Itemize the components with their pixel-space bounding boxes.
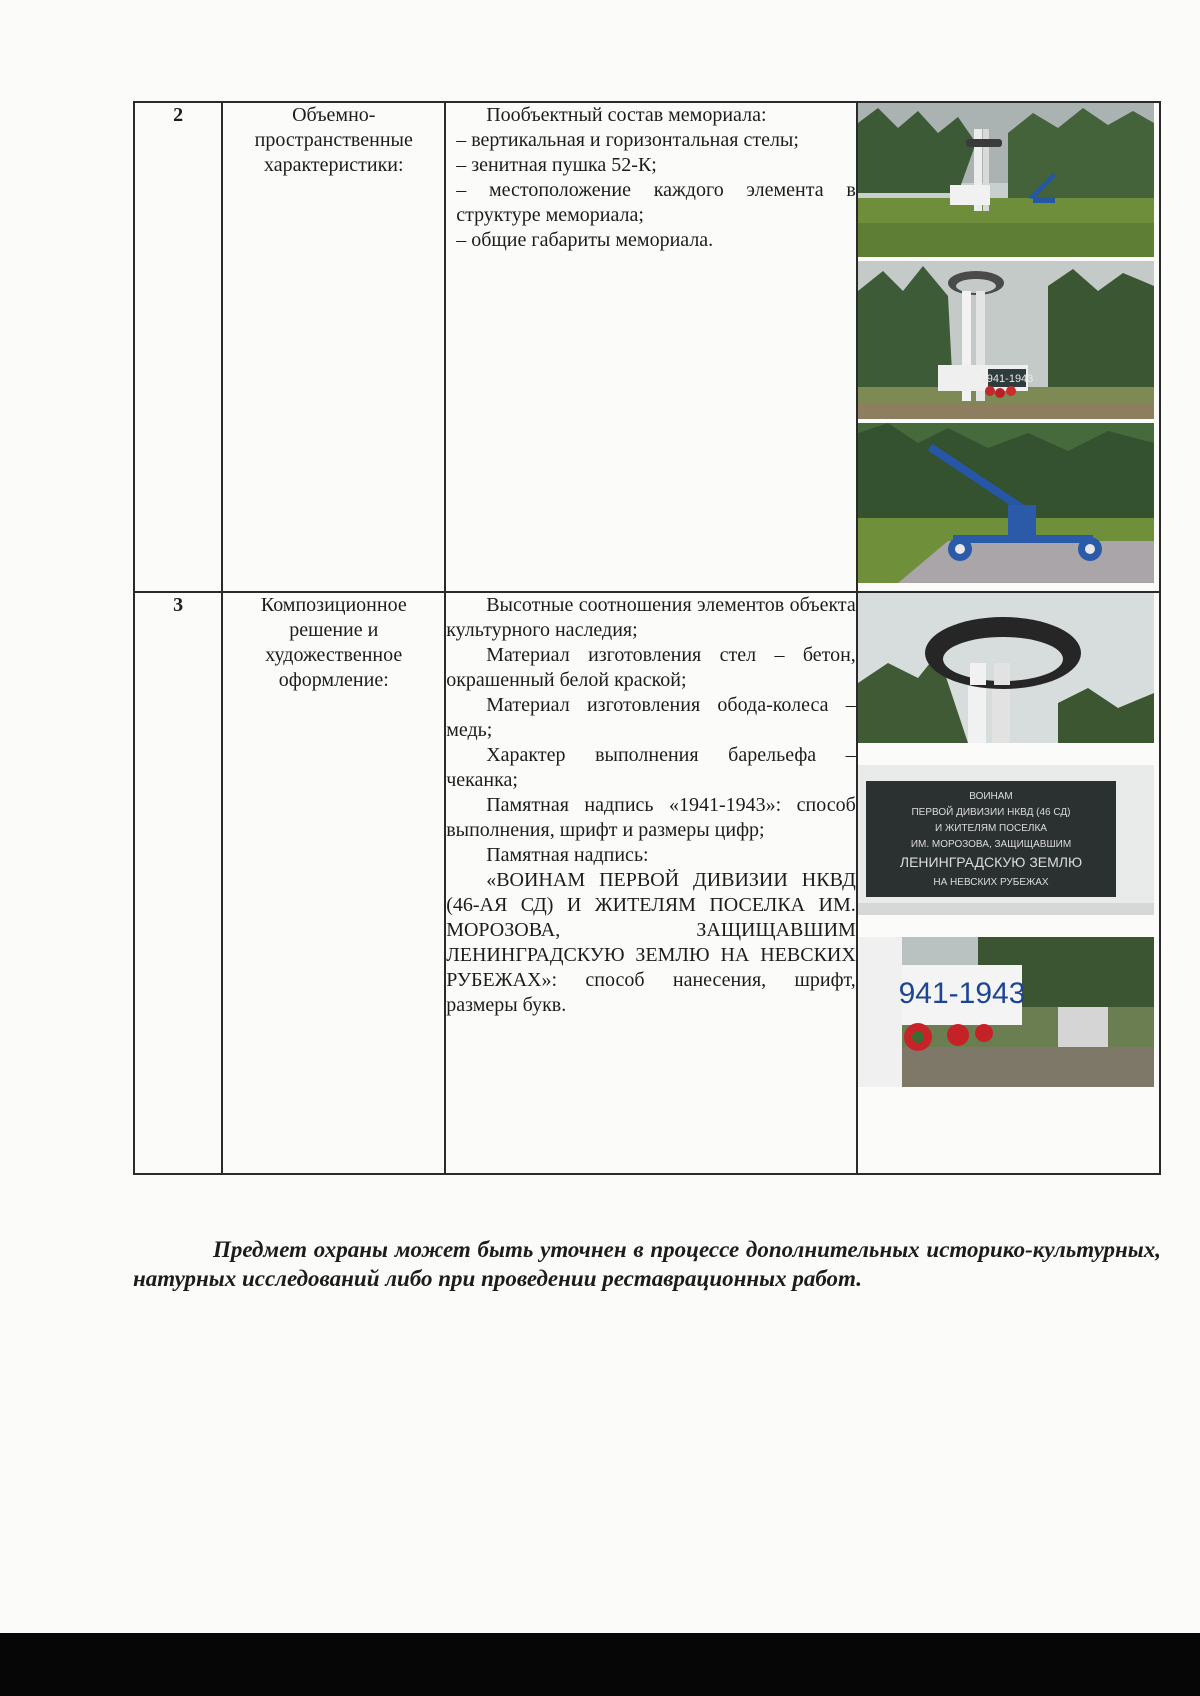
memorial-overview-photo [858,103,1154,257]
description-item: – местоположение каждого элемента в структуре мемориала; [456,179,856,226]
row-photos [857,592,1160,1174]
plaque-line: ЛЕНИНГРАДСКУЮ ЗЕМЛЮ [899,854,1082,870]
table-row [134,102,1160,592]
description-item: – вертикальная и горизонтальная стелы; [456,129,799,151]
description-item: – зенитная пушка 52-К; [456,154,657,176]
footer-note: Предмет охраны может быть уточнен в процессе дополнительных историко-культурных, натурных исследований либо при проведении реставрационных работ. [133,1237,1161,1291]
stele-wheel-photo [858,261,1154,419]
row-title-line: оформление: [278,669,389,691]
row-title-line: Объемно- [292,104,376,126]
bronze-wheel-photo [858,593,1154,743]
row-number: 2 [134,102,222,592]
memorial-plaque-photo [858,765,1154,915]
plaque-line: ВОИНАМ [969,791,1013,802]
plaque-line: ПЕРВОЙ ДИВИЗИИ НКВД (46 СД) [911,807,1071,818]
memorial-inscription-text: «ВОИНАМ ПЕРВОЙ ДИВИЗИИ НКВД (46-АЯ СД) И ЖИТЕЛЯМ ПОСЕЛКА ИМ. МОРОЗОВА, ЗАЩИЩАВШИМ ЛЕНИНГРАДСКУЮ ЗЕМЛЮ НА НЕВСКИХ РУБЕЖАХ»: способ нанесения, шрифт, размеры букв. [446,869,856,1016]
description-paragraph: Материал изготовления стел – бетон, окрашенный белой краской; [446,644,856,691]
row-description [445,102,857,592]
description-paragraph: Материал изготовления обода-колеса – медь; [446,694,856,741]
plaque-line: ИМ. МОРОЗОВА, ЗАЩИЩАВШИМ [910,839,1071,850]
plaque-line: НА НЕВСКИХ РУБЕЖАХ [933,877,1049,888]
anti-aircraft-gun-photo [858,423,1154,583]
row-title-line: характеристики: [263,154,404,176]
row-title [222,592,445,1174]
row-title-line: решение и [289,619,379,641]
description-paragraph: Высотные соотношения элементов объекта культурного наследия; [446,594,856,641]
date-sign-text: 941-1943 [898,977,1026,1010]
description-paragraph: Памятная надпись «1941-1943»: способ выполнения, шрифт и размеры цифр; [446,794,856,841]
row-title [222,102,445,592]
date-inscription-photo [858,937,1154,1087]
table-row [134,592,1160,1174]
plaque-line: И ЖИТЕЛЯМ ПОСЕЛКА [934,823,1047,834]
description-paragraph: Характер выполнения барельефа – чеканка; [446,744,856,791]
row-number: 3 [134,592,222,1174]
stele-date-text: 1941-1943 [980,373,1034,385]
row-title-line: художественное [265,644,403,666]
description-item: – общие габариты мемориала. [456,229,714,251]
scan-bottom-bar [0,1633,1200,1696]
row-photos [857,102,1160,592]
row-description [445,592,857,1174]
description-intro: Пообъектный состав мемориала: [486,104,767,126]
protection-table [133,101,1161,1175]
row-title-line: пространственные [254,129,413,151]
row-title-line: Композиционное [260,594,407,616]
description-paragraph: Памятная надпись: [486,844,649,866]
